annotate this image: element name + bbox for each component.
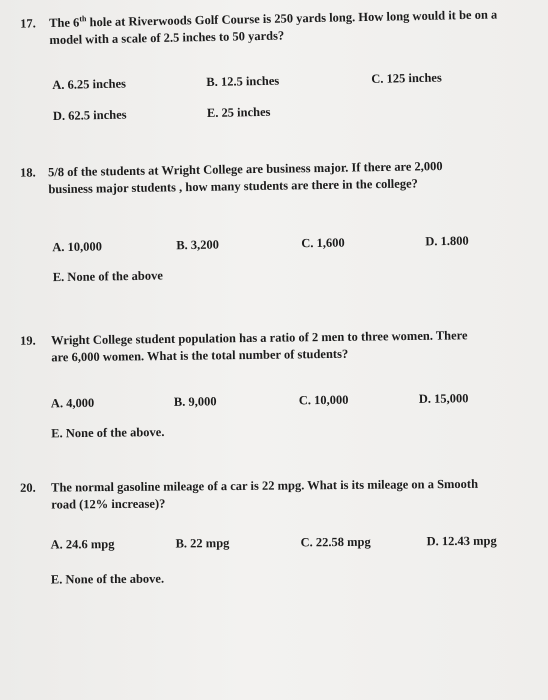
question-text bbox=[49, 6, 500, 49]
question-number: 19. bbox=[20, 333, 36, 348]
option-d: D. 62.5 inches bbox=[52, 107, 127, 124]
question-text: Wright College student population has a ratio of 2 men to three women. There are 6,000 women. What is the total number of students? bbox=[51, 328, 468, 365]
option-e: E. None of the above. bbox=[51, 424, 165, 441]
option-b: B. 22 mpg bbox=[175, 536, 230, 551]
question-text-part: hole at Riverwoods Golf Course is 250 yards long. How long would it be on a model with a scale of 2.5 inches to 50 yards? bbox=[49, 7, 498, 48]
option-e: E. 25 inches bbox=[206, 104, 271, 121]
option-e: E. None of the above bbox=[52, 268, 163, 285]
question-number: 17. bbox=[20, 16, 36, 31]
option-a: A. 6.25 inches bbox=[52, 76, 127, 93]
question-20 bbox=[0, 475, 548, 587]
question-17 bbox=[0, 5, 548, 124]
option-c: C. 1,600 bbox=[301, 235, 345, 251]
option-b: B. 12.5 inches bbox=[206, 73, 280, 90]
option-e: E. None of the above. bbox=[50, 571, 165, 587]
option-b: B. 9,000 bbox=[173, 394, 217, 409]
option-a: A. 10,000 bbox=[52, 239, 103, 255]
question-text-part: The 6 bbox=[49, 15, 80, 31]
option-c: C. 10,000 bbox=[298, 392, 349, 408]
option-a: A. 24.6 mpg bbox=[50, 537, 115, 552]
option-b: B. 3,200 bbox=[176, 237, 220, 253]
question-18 bbox=[0, 156, 548, 285]
question-text: The normal gasoline mileage of a car is 22 mpg. What is its mileage on a Smooth road (12% increase)? bbox=[51, 476, 479, 512]
question-number: 18. bbox=[20, 165, 36, 180]
question-19 bbox=[0, 326, 548, 441]
option-c: C. 125 inches bbox=[371, 70, 442, 86]
option-a: A. 4,000 bbox=[50, 395, 95, 411]
option-d: D. 12.43 mpg bbox=[426, 533, 497, 549]
question-text: 5/8 of the students at Wright College are business major. If there are 2,000 business major students , how many students are there in the college? bbox=[48, 159, 443, 197]
option-d: D. 1.800 bbox=[425, 233, 469, 249]
option-c: C. 22.58 mpg bbox=[300, 534, 371, 550]
question-number: 20. bbox=[20, 480, 36, 495]
ordinal-suffix: th bbox=[79, 14, 87, 24]
option-d: D. 15,000 bbox=[418, 391, 469, 406]
